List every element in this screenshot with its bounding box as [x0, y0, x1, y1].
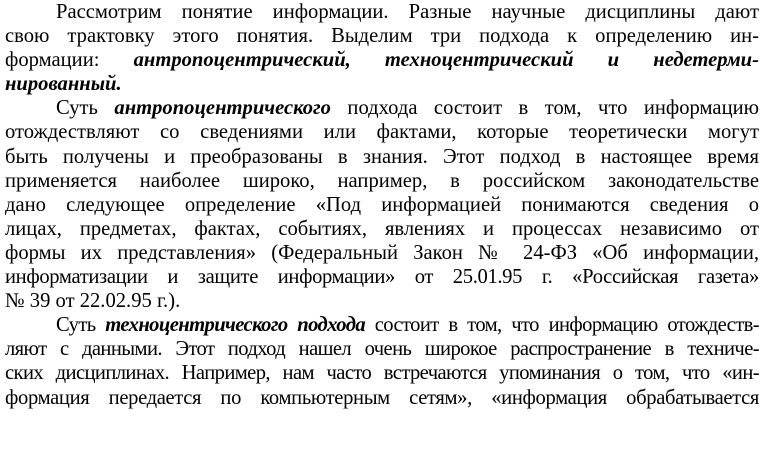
paragraph-anthropocentric [5, 96, 759, 313]
text-line: № 39 от 22.02.95 г.). [5, 290, 181, 313]
emphasis-text: техноцентрического подхода [105, 314, 366, 337]
text-line: формы их представления» (Федеральный Закон № 24-ФЗ «Об информации, [5, 241, 759, 264]
paragraph-intro [5, 0, 759, 96]
text-line: Рассмотрим понятие информации. Разные научные дисциплины дают [56, 1, 759, 23]
emphasis-text: антропоцентрический, техноцентрический и недетерми- [133, 49, 759, 72]
text-line: формации: антропоцентрический, техноцентрический и недетерми- [5, 49, 759, 72]
paragraph-technocentric [5, 313, 759, 409]
text-line [5, 72, 759, 96]
text-line: быть получены и преобразованы в знания. Этот подход в настоящее время [5, 145, 759, 168]
text-line: ских дисциплинах. Например, нам часто встречаются упоминания о том, что «ин- [5, 362, 759, 385]
text-line: ляют с данными. Этот подход нашел очень широкое распространение в техниче- [5, 338, 759, 361]
emphasis-text: нированный. [5, 73, 122, 96]
text-line: применяется наиболее широко, например, в российском законодательстве [5, 169, 759, 192]
text-line: информатизации и защите информации» от 25.01.95 г. «Российская газета» [5, 266, 759, 289]
text-line: свою трактовку этого понятия. Выделим три подхода к определению ин- [5, 25, 759, 48]
text-line: лицах, предметах, фактах, событиях, явлениях и процессах независимо от [5, 217, 759, 240]
text-line: дано следующее определение «Под информацией понимаются сведения о [5, 193, 759, 216]
text-line: формация передается по компьютерным сетям», «информация обрабатывается [5, 386, 759, 409]
text-line: Суть антропоцентрического подхода состоит в том, что информацию [56, 97, 759, 120]
document-page [5, 0, 759, 410]
text-line: отождествляют со сведениями или фактами, которые теоретически могут [5, 121, 759, 144]
text-line: Суть техноцентрического подхода состоит в том, что информацию отождеств- [56, 314, 759, 337]
emphasis-text: антропоцентрического [114, 97, 331, 120]
